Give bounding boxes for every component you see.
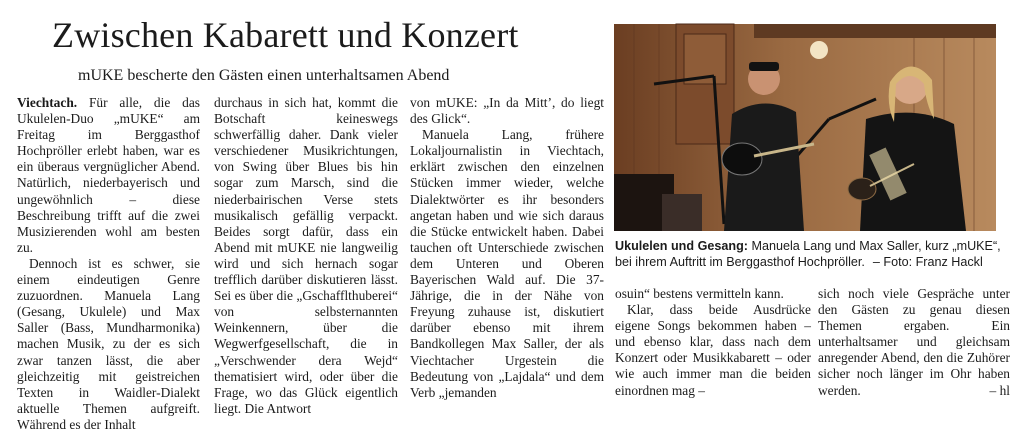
paragraph [818,286,1010,399]
caption-line-1 [615,238,1015,254]
caption-text: bei ihrem Auftritt im Berggasthof Hochpröller. [615,255,865,269]
paragraph: Manuela Lang, frühere Lokaljournalistin in Viechtach, erklärt zwischen den einzelnen Stücken immer wieder, welche Dialektwörter es ihr besonders angetan haben und wie sich daraus die Stücke entwickelt haben. Dabei tauchen oft Unterschiede zwischen dem Unteren und Oberen Bayerischen Wald auf. Die 37-Jährige, die in der Nähe von Freyung zuhause ist, diskutiert darüber ebenso mit ihrem Bandkollegen Max Saller, der als Viechtacher Urgestein die Bedeutung von „Lajdala“ und dem Verb „jemanden [410,127,604,400]
article-column-2 [214,95,398,416]
author-signature: – hl [989,382,1010,398]
caption-lead: Ukulelen und Gesang: [615,239,748,253]
paragraph [17,95,200,256]
article-column-5 [818,286,1010,413]
paragraph: Dennoch ist es schwer, sie einem eindeutigen Genre zuzuordnen. Manuela Lang (Gesang, Ukulele) und Max Saller (Bass, Mundharmonika) machen Musik, zu der es sich zwar tanzen lässt, die aber gleichzeitig mit geistreichen Texten in Waidler-Dialekt aktuelle Themen aufgreift. Während es der Inhalt [17,255,200,432]
paragraph: durchaus in sich hat, kommt die Botschaft keineswegs schwerfällig daher. Dank vieler verschiedener Musikrichtungen, von Swing über Blues bis hin sogar zum Marsch, sind die niederbairischen Verse stets musikalisch gefällig verpackt. Beides sorgt dafür, dass ein Abend mit mUKE nie langweilig wird und sich hernach sogar trefflich darüber diskutieren lässt. Sei es über die „Gschafflthuberei“ von selbsternannten Weinkennern, über die Wegwerfgesellschaft, die in „Verschwender dera Wejd“ thematisiert wird, oder über die Frage, wo das Glück eigentlich liegt. Die Antwort [214,95,398,416]
photo-credit: – Foto: Franz Hackl [872,255,983,269]
paragraph-text: Für alle, die das Ukulelen-Duo „mUKE“ am Freitag im Berggasthof Hochpröller erlebt haben, war es ein überaus vergnüglicher Abend. Natürlich, niederbayerisch und ungewöhnlich – diese Beschreibung trifft auf die zwei Musizierenden wohl am besten zu. [17,95,200,255]
band-photo-image [614,24,996,231]
article-column-4 [615,286,811,413]
photo-caption [615,238,1015,270]
paragraph: Klar, dass beide Ausdrücke eigene Songs bekommen haben – und ebenso klar, dass nach dem Konzert oder Musikkabarett – oder wie auch immer man die beiden einordnen mag – [615,302,811,398]
caption-line-2 [615,254,1015,270]
caption-text: Manuela Lang und Max Saller, kurz „mUKE“, [747,239,1001,253]
paragraph: osuin“ bestens vermitteln kann. [615,286,784,301]
subheadline: mUKE bescherte den Gästen einen unterhaltsamen Abend [78,67,450,84]
paragraph-text: sich noch viele Gespräche unter den Gästen zu genau diesen Themen ergaben. Ein unterhaltsamer und gleichsam anregender Abend, den die Zuhörer sicher noch länger im Ohr haben werden. [818,286,1010,398]
band-photo [614,24,996,231]
dateline: Viechtach. [17,95,78,110]
headline: Zwischen Kabarett und Konzert [52,15,519,55]
article-column-1 [17,95,200,432]
paragraph: von mUKE: „In da Mitt’, do liegt des Glick“. [410,95,604,127]
article-column-3 [410,95,604,413]
